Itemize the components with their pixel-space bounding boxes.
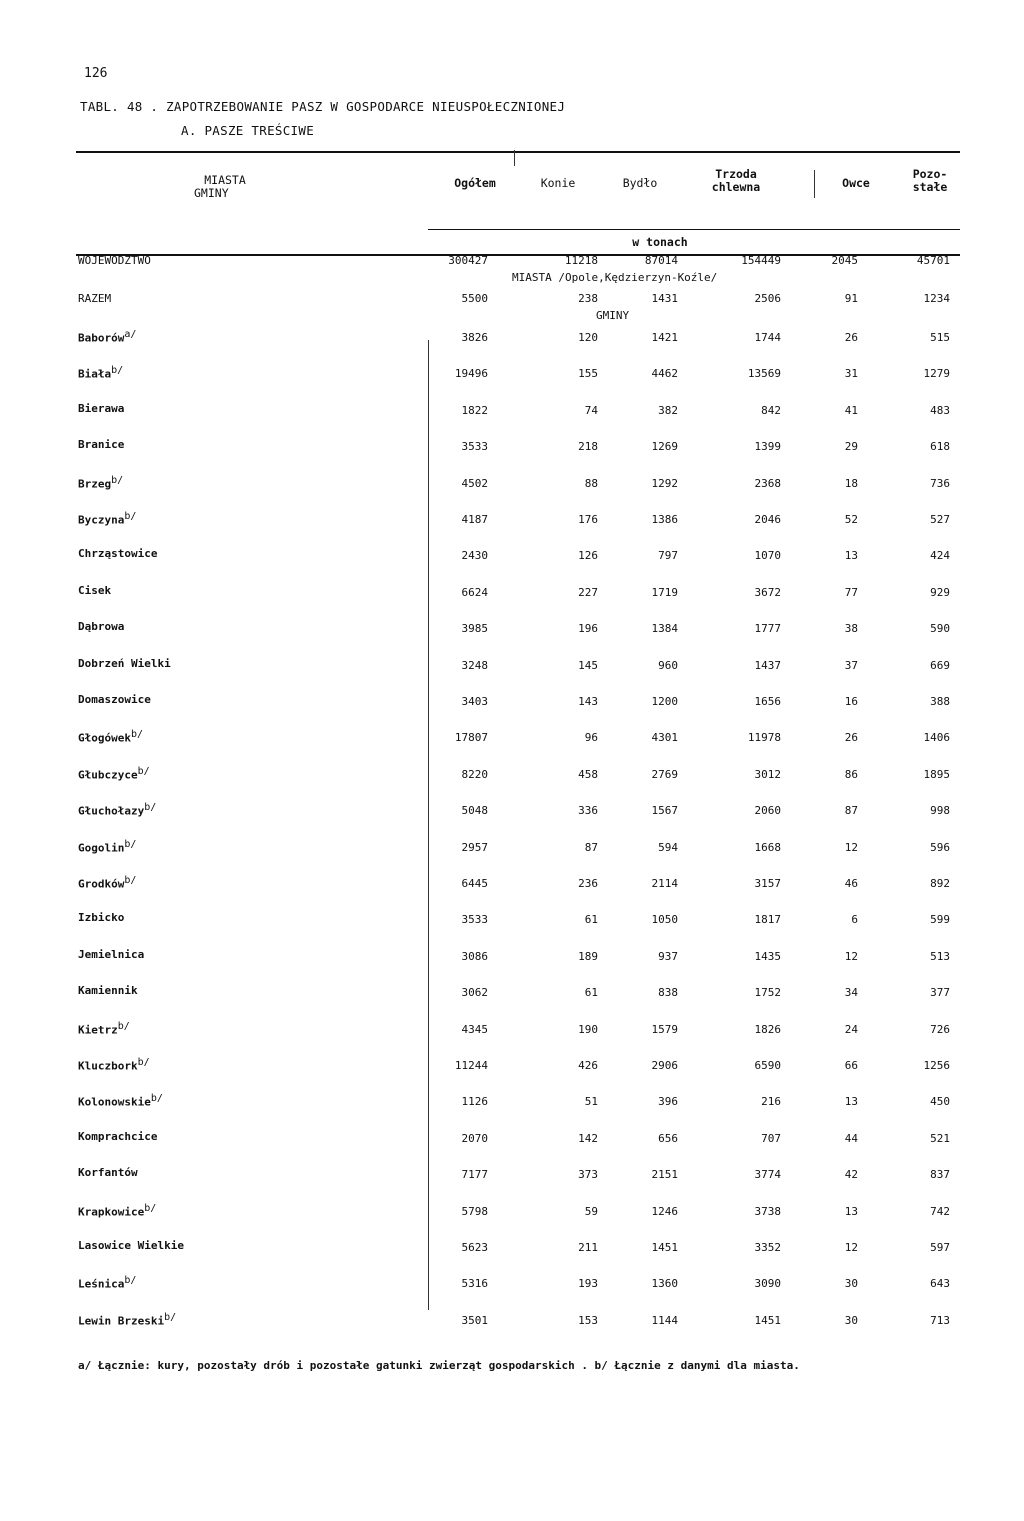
table-cell: 1895 (923, 768, 950, 781)
table-cell: 120 (578, 331, 598, 344)
table-cell: 2906 (651, 1059, 678, 1072)
table-cell: 8220 (461, 768, 488, 781)
table-cell: 3985 (461, 622, 488, 635)
section-label-gminy: GMINY (596, 309, 630, 322)
table-cell: 1822 (461, 404, 488, 417)
table-cell: 2368 (754, 477, 781, 490)
table-cell: 1384 (651, 622, 678, 635)
page-number: 126 (84, 66, 108, 81)
table-cell: 1360 (651, 1277, 678, 1290)
table-cell: 1399 (754, 440, 781, 453)
row-cities-total-name: RAZEM (78, 292, 112, 305)
table-cell: 17807 (454, 731, 488, 744)
table-row-label (78, 365, 123, 381)
table-cell: 596 (930, 841, 950, 854)
table-cell: 1144 (651, 1314, 678, 1327)
table-cell: 31 (844, 367, 858, 380)
table-row-label (78, 1093, 163, 1109)
column-header-other: Pozo- stałe (912, 167, 948, 194)
table-cell: 513 (930, 950, 950, 963)
table-cell: 3403 (461, 695, 488, 708)
table-row-label (78, 875, 136, 891)
table-cell: 1656 (754, 695, 781, 708)
row-note: b/ (117, 1021, 130, 1032)
row-name: Leśnica (78, 1277, 125, 1291)
column-header-horses: Konie (540, 176, 576, 190)
table-cell: 154449 (741, 254, 781, 267)
row-name: Kamiennik (78, 984, 138, 997)
table-cell: 2957 (461, 841, 488, 854)
table-row-label (78, 802, 156, 818)
table-cell: 59 (584, 1205, 598, 1218)
table-cell: 1279 (923, 367, 950, 380)
table-cell: 2046 (754, 513, 781, 526)
table-cell: 656 (658, 1132, 678, 1145)
table-cell: 6590 (754, 1059, 781, 1072)
table-cell: 236 (578, 877, 598, 890)
table-cell: 190 (578, 1023, 598, 1036)
table-cell: 396 (658, 1095, 678, 1108)
table-row-label (78, 1057, 150, 1073)
table-cell: 2151 (651, 1168, 678, 1181)
table-cell: 11244 (454, 1059, 488, 1072)
column-header-region: MIASTA GMINY (194, 173, 246, 200)
table-cell: 3501 (461, 1314, 488, 1327)
table-row-label (78, 839, 136, 855)
table-cell: 189 (578, 950, 598, 963)
table-cell: 937 (658, 950, 678, 963)
table-cell: 3062 (461, 986, 488, 999)
table-cell: 143 (578, 695, 598, 708)
row-note: b/ (164, 1312, 177, 1323)
table-row-label (78, 1312, 176, 1328)
table-cell: 521 (930, 1132, 950, 1145)
table-row-label (78, 1021, 130, 1037)
table-cell: 61 (584, 913, 598, 926)
table-cell: 16 (844, 695, 858, 708)
table-cell: 599 (930, 913, 950, 926)
table-cell: 837 (930, 1168, 950, 1181)
table-cell: 193 (578, 1277, 598, 1290)
table-cell: 1050 (651, 913, 678, 926)
table-cell: 38 (844, 622, 858, 635)
table-cell: 377 (930, 986, 950, 999)
table-cell: 5316 (461, 1277, 488, 1290)
table-row-label (78, 1239, 184, 1252)
table-cell: 590 (930, 622, 950, 635)
table-cell: 3248 (461, 659, 488, 672)
table-row-label (78, 438, 124, 451)
table-cell: 196 (578, 622, 598, 635)
table-cell: 597 (930, 1241, 950, 1254)
table-cell: 4462 (651, 367, 678, 380)
table-cell: 4345 (461, 1023, 488, 1036)
row-name: Brzeg (78, 477, 112, 491)
table-cell: 176 (578, 513, 598, 526)
table-row-label (78, 911, 124, 924)
table-cell: 515 (930, 331, 950, 344)
row-note: b/ (144, 1203, 157, 1214)
table-cell: 842 (761, 404, 781, 417)
table-cell: 13569 (747, 367, 781, 380)
table-row-label (78, 511, 136, 527)
table-cell: 3533 (461, 440, 488, 453)
row-name: Komprachcice (78, 1130, 158, 1143)
table-cell: 1451 (651, 1241, 678, 1254)
table-cell: 2430 (461, 549, 488, 562)
table-title: TABL. 48 . ZAPOTRZEBOWANIE PASZ W GOSPODARCE NIEUSPOŁECZNIONEJ (80, 99, 566, 114)
table-cell: 1292 (651, 477, 678, 490)
table-cell: 892 (930, 877, 950, 890)
table-cell: 153 (578, 1314, 598, 1327)
table-cell: 7177 (461, 1168, 488, 1181)
column-header-total: Ogółem (454, 176, 496, 190)
table-cell: 74 (584, 404, 598, 417)
table-cell: 66 (844, 1059, 858, 1072)
row-name: Dąbrowa (78, 620, 125, 633)
table-cell: 5500 (461, 292, 488, 305)
row-name: Kolonowskie (78, 1095, 151, 1109)
table-cell: 145 (578, 659, 598, 672)
table-cell: 26 (844, 731, 858, 744)
table-row-label (78, 1203, 156, 1219)
table-cell: 3826 (461, 331, 488, 344)
table-row-label (78, 1275, 136, 1291)
table-cell: 19496 (454, 367, 488, 380)
table-cell: 77 (844, 586, 858, 599)
table-cell: 458 (578, 768, 598, 781)
table-cell: 2769 (651, 768, 678, 781)
row-note: b/ (124, 839, 137, 850)
row-name: Kluczbork (78, 1059, 138, 1073)
table-cell: 6445 (461, 877, 488, 890)
table-cell: 34 (844, 986, 858, 999)
table-cell: 87 (844, 804, 858, 817)
table-cell: 3086 (461, 950, 488, 963)
row-name: Dobrzeń Wielki (78, 657, 171, 670)
table-cell: 41 (844, 404, 858, 417)
row-name: Głubczyce (78, 768, 138, 782)
table-cell: 88 (584, 477, 598, 490)
row-name: Lasowice Wielkie (78, 1239, 184, 1252)
table-cell: 5798 (461, 1205, 488, 1218)
table-cell: 13 (844, 1205, 858, 1218)
header-separator (814, 170, 815, 198)
table-cell: 1579 (651, 1023, 678, 1036)
row-name: Głogówek (78, 731, 131, 745)
table-row-label (78, 948, 144, 961)
table-cell: 87014 (644, 254, 678, 267)
table-cell: 52 (844, 513, 858, 526)
table-cell: 3352 (754, 1241, 781, 1254)
table-cell: 51 (584, 1095, 598, 1108)
row-note: b/ (111, 475, 124, 486)
table-cell: 2070 (461, 1132, 488, 1145)
table-cell: 424 (930, 549, 950, 562)
table-cell: 61 (584, 986, 598, 999)
table-cell: 1817 (754, 913, 781, 926)
table-cell: 3774 (754, 1168, 781, 1181)
table-cell: 1406 (923, 731, 950, 744)
table-cell: 218 (578, 440, 598, 453)
table-cell: 3672 (754, 586, 781, 599)
table-cell: 87 (584, 841, 598, 854)
table-row-label (78, 693, 151, 706)
footnote: a/ Łącznie: kury, pozostały drób i pozostałe gatunki zwierząt gospodarskich . b/ Łącznie z danymi dla miasta. (78, 1359, 800, 1372)
row-note: b/ (130, 729, 144, 740)
row-name: Branice (78, 438, 125, 451)
table-cell: 96 (584, 731, 598, 744)
table-cell: 1668 (754, 841, 781, 854)
table-cell: 12 (844, 1241, 858, 1254)
table-row-label (78, 547, 157, 560)
row-note: b/ (111, 365, 124, 376)
table-cell: 2045 (831, 254, 858, 267)
table-row-label (78, 584, 111, 597)
table-cell: 929 (930, 586, 950, 599)
table-row-label (78, 475, 123, 491)
table-cell: 1246 (651, 1205, 678, 1218)
table-row-label (78, 620, 124, 633)
table-cell: 44 (844, 1132, 858, 1145)
table-cell: 594 (658, 841, 678, 854)
row-note: a/ (124, 329, 137, 340)
table-cell: 1826 (754, 1023, 781, 1036)
table-cell: 238 (578, 292, 598, 305)
table-cell: 3012 (754, 768, 781, 781)
table-cell: 3738 (754, 1205, 781, 1218)
table-cell: 26 (844, 331, 858, 344)
table-cell: 998 (930, 804, 950, 817)
table-cell: 211 (578, 1241, 598, 1254)
table-cell: 155 (578, 367, 598, 380)
table-cell: 29 (844, 440, 858, 453)
table-cell: 1200 (651, 695, 678, 708)
table-cell: 3157 (754, 877, 781, 890)
table-cell: 643 (930, 1277, 950, 1290)
table-cell: 1744 (754, 331, 781, 344)
row-name: Głuchołazy (78, 804, 145, 818)
header-top-rule (76, 151, 960, 153)
table-cell: 726 (930, 1023, 950, 1036)
row-note: b/ (137, 1057, 150, 1068)
table-cell: 46 (844, 877, 858, 890)
row-note: b/ (124, 511, 137, 522)
table-cell: 30 (844, 1314, 858, 1327)
table-cell: 450 (930, 1095, 950, 1108)
table-cell: 24 (844, 1023, 858, 1036)
column-rule (428, 340, 429, 1310)
table-cell: 18 (844, 477, 858, 490)
table-cell: 838 (658, 986, 678, 999)
table-cell: 227 (578, 586, 598, 599)
table-cell: 37 (844, 659, 858, 672)
table-cell: 4502 (461, 477, 488, 490)
table-cell: 1070 (754, 549, 781, 562)
row-name: Bierawa (78, 402, 125, 415)
table-cell: 960 (658, 659, 678, 672)
table-cell: 5623 (461, 1241, 488, 1254)
row-name: Byczyna (78, 513, 125, 527)
table-subtitle: A. PASZE TREŚCIWE (181, 123, 315, 138)
unit-rule (428, 229, 960, 230)
row-name: Cisek (78, 584, 112, 597)
row-name: Grodków (78, 877, 125, 891)
row-name: Krapkowice (78, 1205, 145, 1219)
table-cell: 11218 (564, 254, 598, 267)
table-cell: 336 (578, 804, 598, 817)
row-name: Lewin Brzeski (78, 1314, 165, 1328)
table-cell: 45701 (916, 254, 950, 267)
table-cell: 2060 (754, 804, 781, 817)
table-cell: 707 (761, 1132, 781, 1145)
table-cell: 1269 (651, 440, 678, 453)
table-cell: 6 (851, 913, 858, 926)
column-header-pigs: Trzoda chlewna (711, 167, 761, 194)
table-row-label (78, 657, 171, 670)
unit-label: w tonach (632, 235, 688, 249)
table-row-label (78, 766, 150, 782)
row-name: Korfantów (78, 1166, 138, 1179)
table-cell: 1386 (651, 513, 678, 526)
table-cell: 3090 (754, 1277, 781, 1290)
table-cell: 1437 (754, 659, 781, 672)
table-cell: 1234 (923, 292, 950, 305)
row-voivodeship-name: WOJEWÓDZTWO (78, 254, 151, 267)
table-cell: 713 (930, 1314, 950, 1327)
table-cell: 742 (930, 1205, 950, 1218)
row-name: Gogolin (78, 841, 125, 855)
table-cell: 736 (930, 477, 950, 490)
table-cell: 216 (761, 1095, 781, 1108)
table-row-label (78, 729, 143, 745)
row-name: Baborów (78, 331, 125, 345)
row-note: b/ (150, 1093, 163, 1104)
row-note: b/ (124, 1275, 137, 1286)
table-cell: 1719 (651, 586, 678, 599)
table-row-label (78, 984, 138, 997)
row-note: b/ (144, 802, 157, 813)
table-cell: 1752 (754, 986, 781, 999)
table-cell: 126 (578, 549, 598, 562)
row-name: Kietrz (78, 1023, 118, 1037)
header-separator (514, 150, 515, 166)
row-name: Chrząstowice (78, 547, 158, 560)
table-cell: 1126 (461, 1095, 488, 1108)
column-header-cattle: Bydło (622, 176, 658, 190)
table-cell: 483 (930, 404, 950, 417)
table-cell: 30 (844, 1277, 858, 1290)
table-cell: 1256 (923, 1059, 950, 1072)
table-cell: 12 (844, 841, 858, 854)
table-row-label (78, 1130, 157, 1143)
table-cell: 618 (930, 440, 950, 453)
table-row-label (78, 1166, 138, 1179)
table-cell: 5048 (461, 804, 488, 817)
table-cell: 2506 (754, 292, 781, 305)
table-cell: 4187 (461, 513, 488, 526)
table-cell: 12 (844, 950, 858, 963)
table-cell: 142 (578, 1132, 598, 1145)
table-cell: 1567 (651, 804, 678, 817)
row-note: b/ (137, 766, 150, 777)
table-cell: 388 (930, 695, 950, 708)
table-cell: 1451 (754, 1314, 781, 1327)
table-cell: 669 (930, 659, 950, 672)
row-name: Jemielnica (78, 948, 145, 961)
table-cell: 42 (844, 1168, 858, 1181)
table-cell: 426 (578, 1059, 598, 1072)
table-cell: 1777 (754, 622, 781, 635)
table-cell: 382 (658, 404, 678, 417)
row-name: Biała (78, 367, 112, 381)
table-cell: 13 (844, 1095, 858, 1108)
table-cell: 2114 (651, 877, 678, 890)
table-cell: 527 (930, 513, 950, 526)
table-cell: 1435 (754, 950, 781, 963)
table-cell: 3533 (461, 913, 488, 926)
row-name: Izbicko (78, 911, 125, 924)
table-cell: 373 (578, 1168, 598, 1181)
table-cell: 86 (844, 768, 858, 781)
table-row-label (78, 402, 124, 415)
table-cell: 11978 (747, 731, 781, 744)
table-row-label (78, 329, 136, 345)
table-cell: 300427 (448, 254, 488, 267)
section-label-cities: MIASTA /Opole,Kędzierzyn-Koźle/ (512, 271, 718, 284)
table-cell: 91 (844, 292, 858, 305)
column-header-sheep: Owce (842, 176, 870, 190)
row-note: b/ (124, 875, 137, 886)
table-cell: 1421 (651, 331, 678, 344)
table-cell: 4301 (651, 731, 678, 744)
table-cell: 6624 (461, 586, 488, 599)
row-name: Domaszowice (78, 693, 151, 706)
table-cell: 1431 (651, 292, 678, 305)
table-cell: 13 (844, 549, 858, 562)
table-cell: 797 (658, 549, 678, 562)
